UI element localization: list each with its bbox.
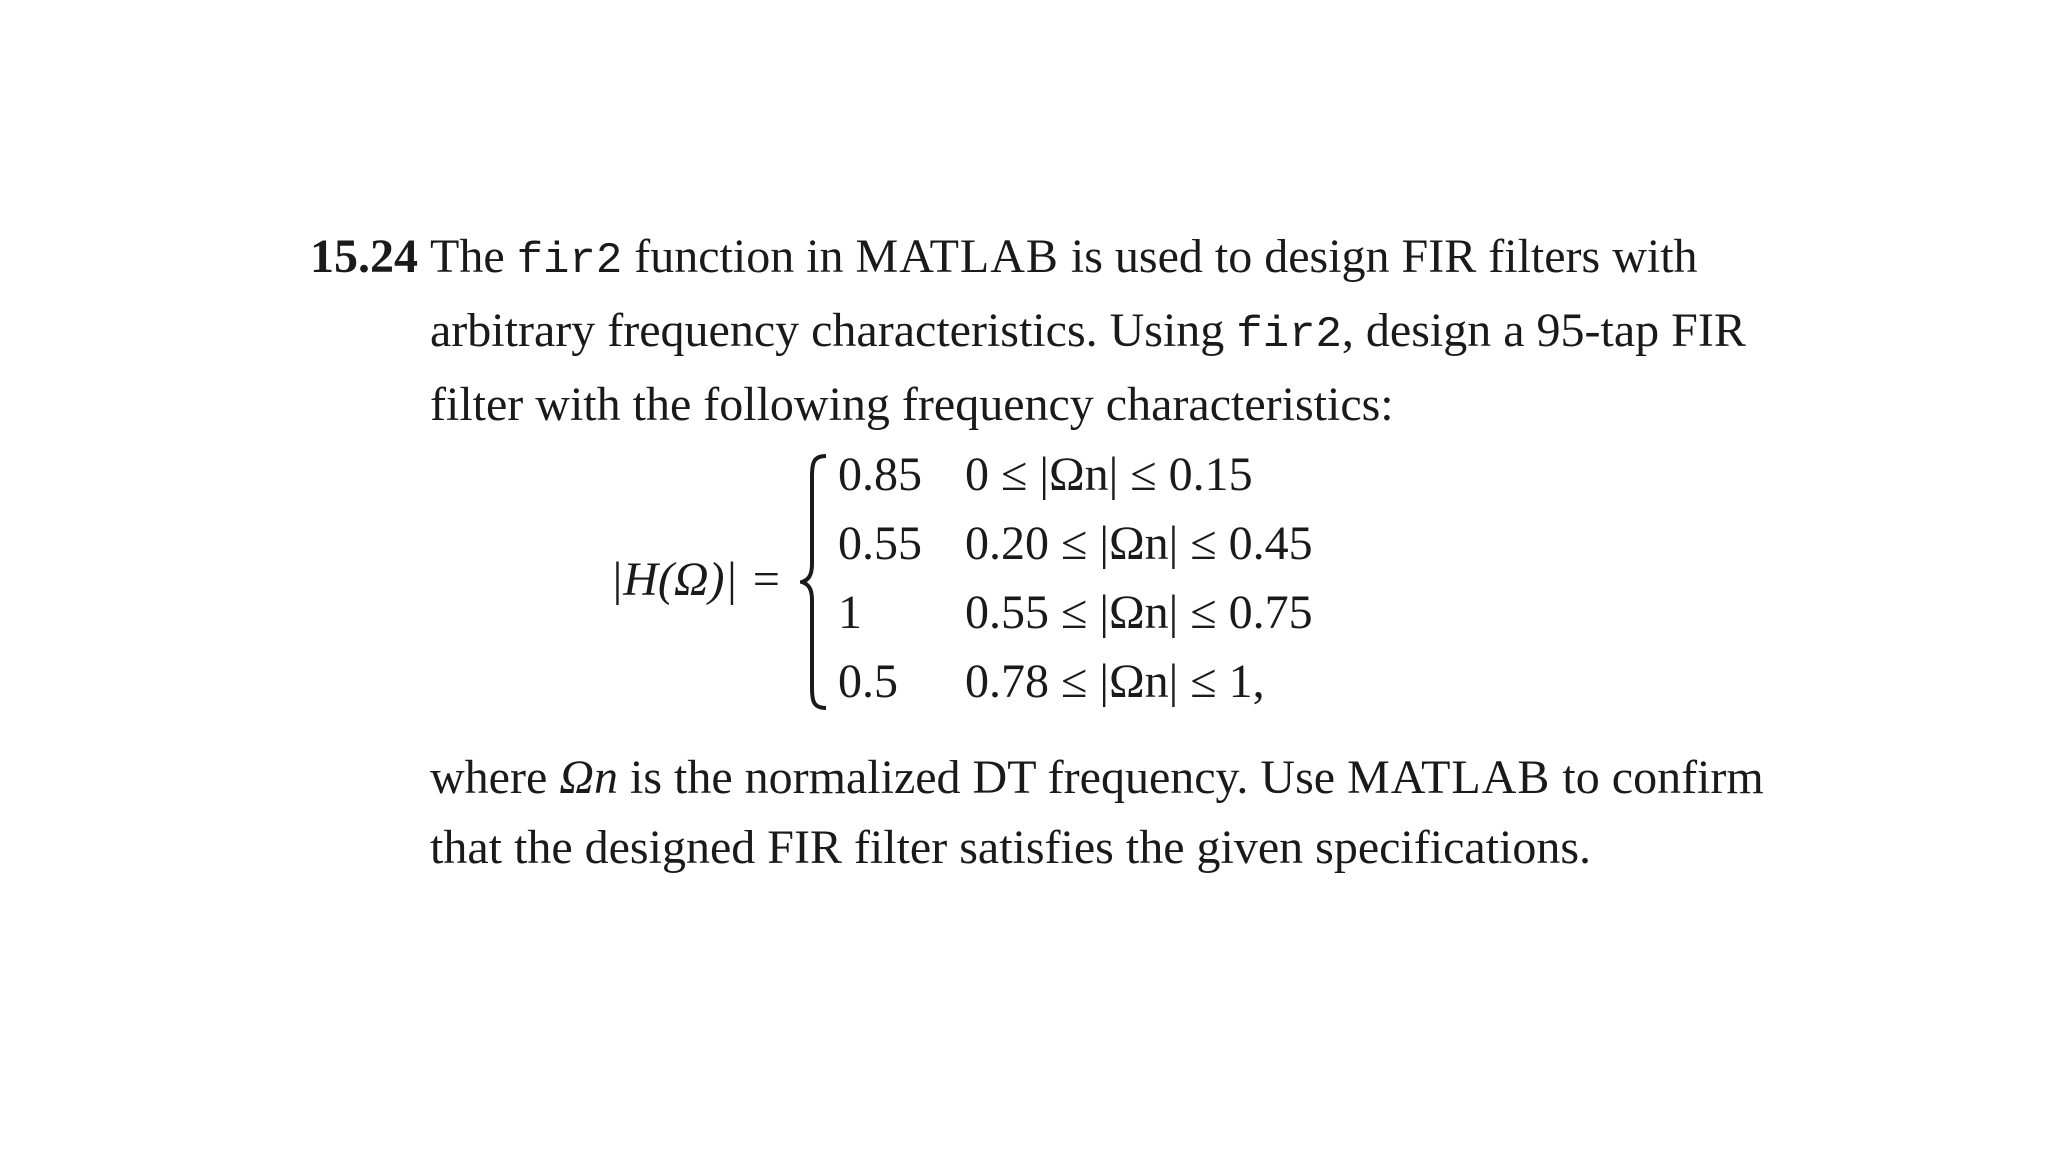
text-segment: function in: [634, 230, 844, 283]
case-condition: 0.55 ≤ |Ωn| ≤ 0.75: [965, 586, 1313, 639]
text-segment: to confirm: [1562, 751, 1764, 804]
problem-statement: [430, 222, 1746, 440]
piecewise-equation: [610, 440, 1313, 720]
case-condition: 0 ≤ |Ωn| ≤ 0.15: [965, 448, 1253, 501]
text-segment: , design a 95-tap FIR: [1341, 304, 1746, 357]
case-value: 0.85: [838, 448, 922, 501]
case-condition: 0.20 ≤ |Ωn| ≤ 0.45: [965, 517, 1313, 570]
equation-lhs: [610, 550, 782, 610]
case-row: [838, 440, 1313, 509]
lhs-text: |H(Ω)| =: [610, 553, 783, 606]
text-segment: is the normalized DT frequency. Use: [629, 751, 1336, 804]
code-fir2: fir2: [516, 236, 623, 286]
text-segment: where: [430, 751, 548, 804]
left-brace: [800, 452, 830, 712]
statement-line-3: filter with the following frequency characteristics:: [430, 378, 1394, 431]
text-segment: is used to design FIR filters with: [1070, 230, 1698, 283]
text-segment: The: [430, 230, 505, 283]
case-value: 0.5: [838, 655, 898, 708]
matlab-name: MATLAB: [855, 230, 1059, 283]
case-row: [838, 578, 1313, 647]
statement-line-1: [430, 222, 1698, 296]
statement-line-2: [430, 296, 1746, 370]
case-row: [838, 647, 1313, 716]
case-condition: 0.78 ≤ |Ωn| ≤ 1,: [965, 655, 1265, 708]
problem-block: [310, 222, 1746, 440]
text-segment: arbitrary frequency characteristics. Using: [430, 304, 1225, 357]
case-value: 0.55: [838, 517, 922, 570]
closing-line-2: that the designed FIR filter satisfies the given specifications.: [430, 821, 1592, 874]
closing-line-1: [430, 743, 1764, 813]
case-row: [838, 509, 1313, 578]
cases-list: [838, 440, 1313, 716]
closing-statement: [430, 743, 1764, 883]
case-value: 1: [838, 586, 862, 639]
code-fir2: fir2: [1236, 310, 1342, 360]
omega-n-symbol: Ωn: [559, 751, 618, 804]
matlab-name: MATLAB: [1347, 751, 1551, 804]
problem-number: 15.24: [310, 230, 418, 283]
